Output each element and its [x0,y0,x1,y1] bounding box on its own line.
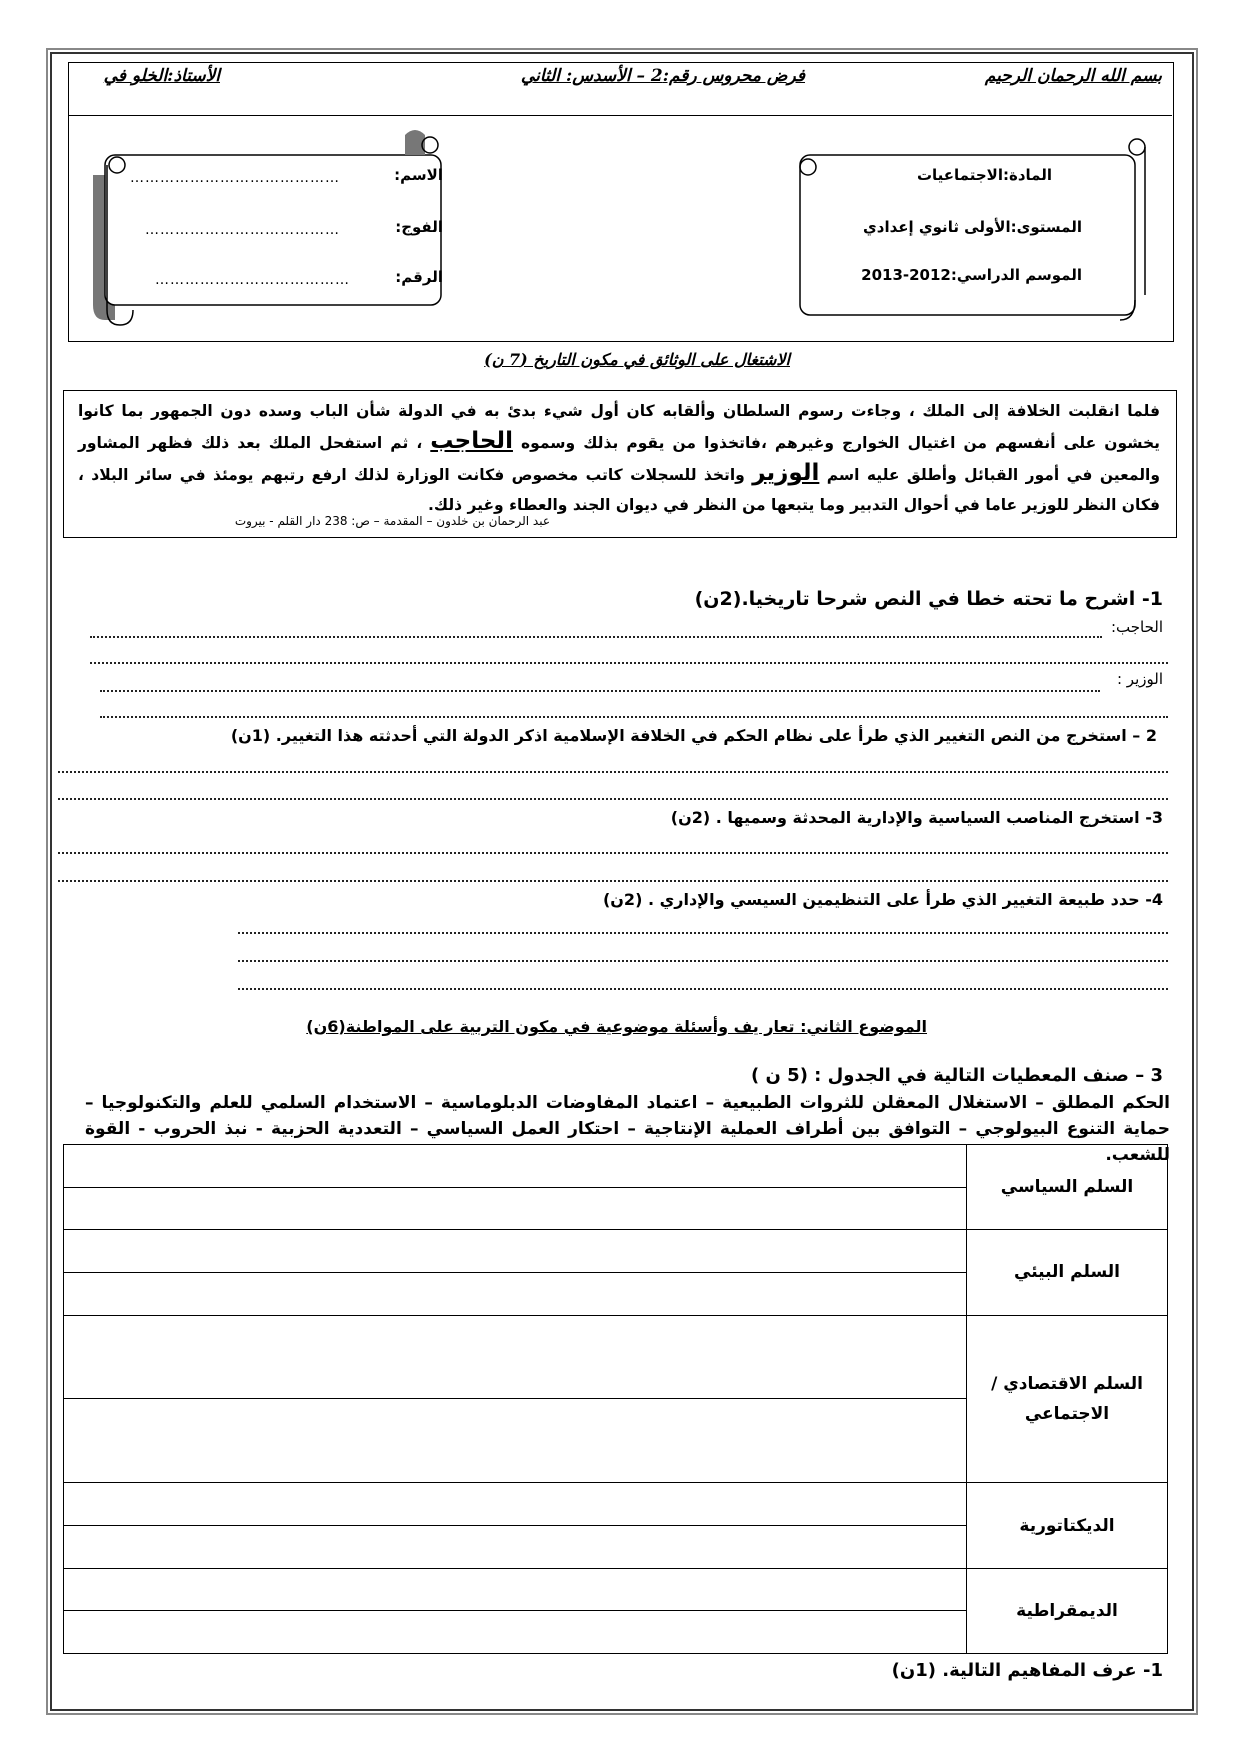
answer-line[interactable] [238,988,1168,990]
document-text [78,396,1160,520]
doc-text-3: واتخذ للسجلات كاتب مخصوص فكانت الوزارة لذلك ارفع رتبهم يومئذ في سائر البلاد ، فكان النظر للوزير عاما في أحوال التدبير وما يتبعها من النظر في ديوان الجند والعطاء وغير ذلك. [78,466,1160,514]
answer-cell[interactable] [64,1230,967,1273]
answer-line[interactable] [58,771,1168,773]
exam-title: فرض محروس رقم:2 – الأسدس: الثاني [520,66,805,86]
answer-line[interactable] [100,690,1100,692]
q1-wazir-label: الوزير : [1116,670,1163,688]
season-label: الموسم الدراسي:2012-2013 [861,266,1082,284]
category-environmental-peace: السلم البيئي [967,1230,1168,1315]
question-4: 4- حدد طبيعة التغيير الذي طرأ على التنظيمين السيسي والإداري . (2ن) [602,890,1163,909]
category-dictatorship: الديكتاتورية [967,1483,1168,1568]
classification-table [63,1144,1168,1654]
answer-line[interactable] [90,662,1168,664]
subject-label: المادة:الاجتماعيات [916,166,1052,184]
header-divider [68,115,1172,116]
answer-cell[interactable] [64,1611,967,1654]
question-1: 1- اشرح ما تحته خطا في النص شرحا تاريخيا.(2ن) [694,588,1163,610]
category-democracy: الديمقراطية [967,1568,1168,1653]
answer-cell[interactable] [64,1568,967,1611]
group-field[interactable]: ………………………………… [145,222,340,238]
part1-title: الاشتغال على الوثائق في مكون التاريخ (7 ن) [484,350,790,369]
part2-question-1: 1- عرف المفاهيم التالية. (1ن) [891,1660,1163,1681]
answer-cell[interactable] [64,1526,967,1569]
answer-cell[interactable] [64,1145,967,1188]
teacher-name: الأستاذ:الخلو في [103,66,220,86]
answer-cell[interactable] [64,1399,967,1483]
part2-title: الموضوع الثاني: تعار يف وأسئلة موضوعية في مكون التربية على المواطنة(6ن) [306,1017,927,1036]
number-label: الرقم: [395,268,443,286]
basmala: بسم الله الرحمان الرحيم [984,66,1162,86]
answer-line[interactable] [58,880,1168,882]
group-label: الفوج: [395,218,443,236]
category-economic-social-peace: السلم الاقتصادي / الاجتماعي [967,1315,1168,1483]
question-2: 2 – استخرج من النص التغيير الذي طرأ على نظام الحكم في الخلافة الإسلامية اذكر الدولة التي أحدثته هذا التغيير. (1ن) [230,726,1157,745]
classification-items: الحكم المطلق – الاستغلال المعقلن للثروات الطبيعية – اعتماد المفاوضات الدبلوماسية – الاستخدام السلمي للعلم والتكنولوجيا – حماية التنوع البيولوجي – التوافق بين أطراف العملية الإنتاجية – احتكار العمل السياسي – التعددية الحزبية - نبذ الحروب - القوة للشعب. [85,1093,1170,1165]
answer-cell[interactable] [64,1272,967,1315]
term-wazir: الوزير [752,460,820,486]
answer-line[interactable] [238,932,1168,934]
answer-cell[interactable] [64,1483,967,1526]
answer-cell[interactable] [64,1315,967,1399]
answer-line[interactable] [238,960,1168,962]
name-label: الاسم: [394,166,443,184]
question-3: 3- استخرج المناصب السياسية والإدارية المحدثة وسميها . (2ن) [670,808,1163,827]
answer-line[interactable] [100,716,1168,718]
term-hajib: الحاجب [430,428,513,454]
answer-line[interactable] [90,636,1102,638]
answer-cell[interactable] [64,1187,967,1230]
q1-hajib-label: الحاجب: [1110,618,1163,636]
number-field[interactable]: ………………………………… [155,272,350,288]
category-political-peace: السلم السياسي [967,1145,1168,1230]
answer-line[interactable] [58,798,1168,800]
answer-line[interactable] [58,852,1168,854]
name-field[interactable]: …………………………………… [130,170,340,186]
level-label: المستوى:الأولى ثانوي إعدادي [863,218,1082,236]
doc-text-1: فلما انقلبت الخلافة إلى الملك ، وجاءت رسوم السلطان وألقابه كان أول شيء بدئ به في الدولة شأن الباب وسده دون الجمهور بما كانوا يخشون على أنفسهم من اغتيال الخوارج وغيرهم ،فاتخذوا من يقوم بذلك وسموه [78,402,1160,452]
doc-text-2: ، ثم استفحل الملك بعد ذلك فظهر المشاور والمعين في أمور القبائل وأطلق عليه اسم [78,434,1160,484]
part2-question-3: 3 – صنف المعطيات التالية في الجدول : (5 ن ) [751,1065,1163,1086]
document-source: عبد الرحمان بن خلدون – المقدمة – ص: 238 دار القلم - بيروت [234,514,550,528]
